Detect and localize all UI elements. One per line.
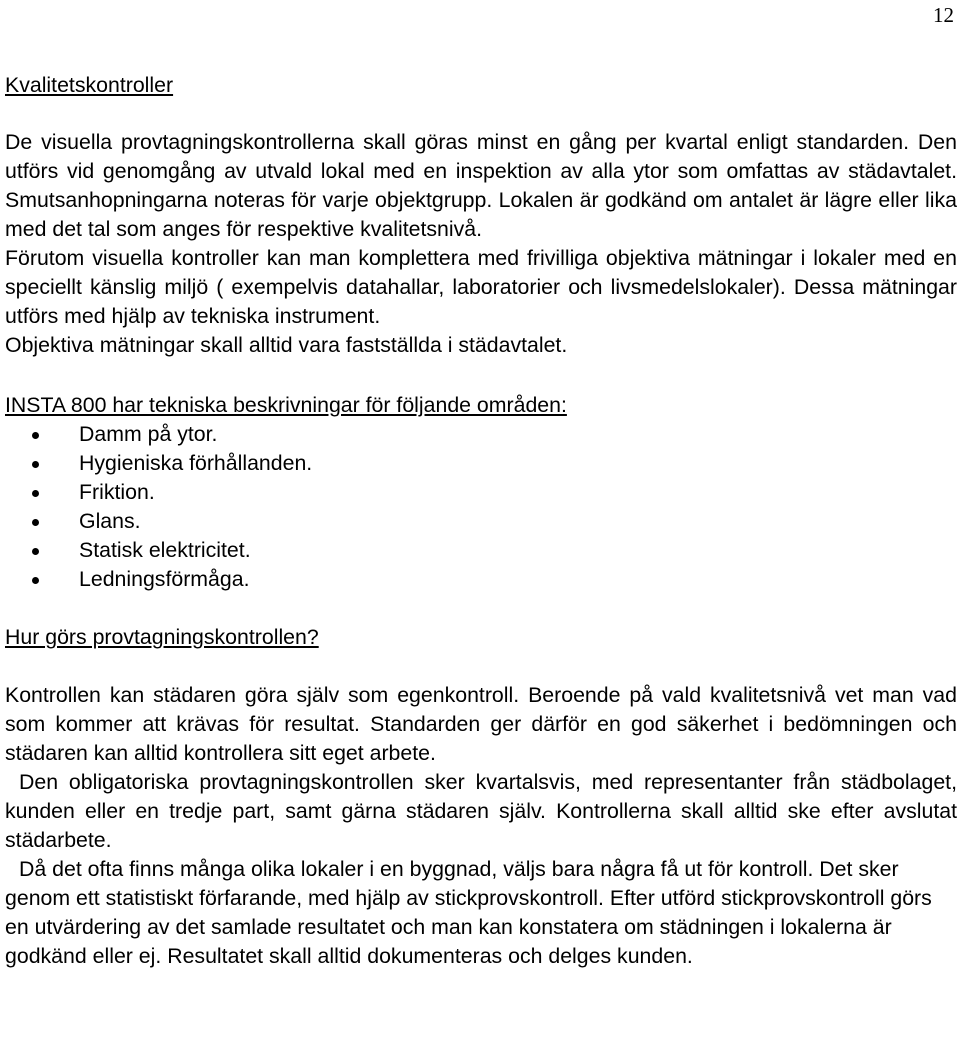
list-item-label: Statisk elektricitet. [79, 538, 251, 562]
section-heading-quality-controls: Kvalitetskontroller [5, 73, 174, 97]
list-item [5, 565, 957, 594]
list-item [5, 536, 957, 565]
paragraph-mandatory-control [5, 768, 957, 855]
list-item [5, 507, 957, 536]
section-heading-how-sampling: Hur görs provtagningskontrollen? [5, 625, 319, 649]
bullet-icon [32, 461, 39, 468]
list-item-label: Friktion. [79, 480, 155, 504]
page-number: 12 [933, 3, 954, 27]
paragraph-sample-control [5, 855, 957, 971]
document-body [5, 71, 957, 971]
bullet-icon [32, 432, 39, 439]
list-item [5, 478, 957, 507]
list-item-label: Ledningsförmåga. [79, 567, 250, 591]
paragraph-self-control: Kontrollen kan städaren göra själv som egenkontroll. Beroende på vald kvalitetsnivå vet man vad som kommer att krävas för resultat. Standarden ger därför en god säkerhet i bedömningen och städaren kan alltid kontrollera sitt eget arbete. [5, 683, 957, 765]
list-item [5, 449, 957, 478]
paragraph-objective-measurements: Förutom visuella kontroller kan man komplettera med frivilliga objektiva mätningar i lokaler med en speciellt känslig miljö ( exempelvis datahallar, laboratorier och livsmedelslokaler). Dessa mätningar utförs med hjälp av tekniska instrument. [5, 246, 957, 328]
paragraph-mandatory-control-text: Den obligatoriska provtagningskontrollen sker kvartalsvis, med representanter från städbolaget, kunden eller en tredje part, samt gärna städaren själv. Kontrollerna skall alltid ske efter avslutat städarbete. [5, 770, 957, 852]
list-item-label: Hygieniska förhållanden. [79, 451, 313, 475]
section-heading-insta-800: INSTA 800 har tekniska beskrivningar för följande områden: [5, 393, 567, 417]
list-item-label: Damm på ytor. [79, 422, 218, 446]
list-item [5, 420, 957, 449]
bullet-icon [32, 519, 39, 526]
bullet-icon [32, 490, 39, 497]
paragraph-visual-controls: De visuella provtagningskontrollerna skall göras minst en gång per kvartal enligt standarden. Den utförs vid genomgång av utvald lokal med en inspektion av alla ytor som omfattas av städavtalet. Smutsanhopningarna noteras för varje objektgrupp. Lokalen är godkänd om antalet är lägre eller lika med det tal som anges för respektive kvalitetsnivå. [5, 130, 957, 241]
list-item-label: Glans. [79, 509, 141, 533]
paragraph-sample-control-text: Då det ofta finns många olika lokaler i en byggnad, väljs bara några få ut för kontroll. Det sker genom ett statistiskt förfarande, med hjälp av stickprovskontroll. Efter utförd stickprovskontroll görs en utvärdering av det samlade resultatet och man kan konstatera om städningen i lokalerna är godkänd eller ej. Resultatet skall alltid dokumenteras och delges kunden. [5, 857, 932, 968]
bullet-icon [32, 577, 39, 584]
insta-areas-list [5, 420, 957, 594]
bullet-icon [32, 548, 39, 555]
paragraph-cleaning-agreement: Objektiva mätningar skall alltid vara fastställda i städavtalet. [5, 333, 568, 357]
